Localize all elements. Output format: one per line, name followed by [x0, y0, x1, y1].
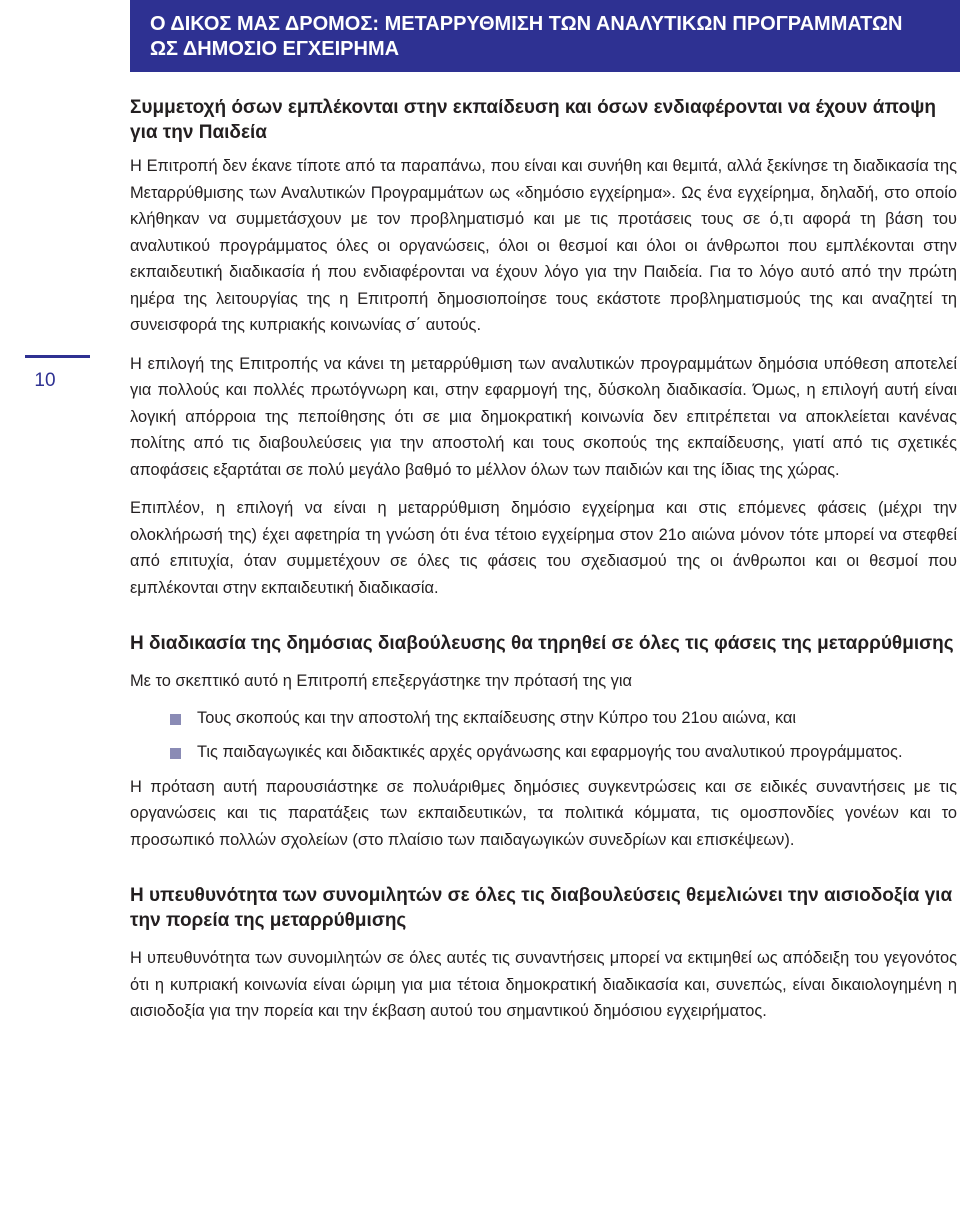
square-bullet-icon — [170, 748, 181, 759]
page-number: 10 — [34, 370, 56, 391]
chapter-title-line2: ΩΣ ΔΗΜΟΣΙΟ ΕΓΧΕΙΡΗΜΑ — [150, 38, 400, 60]
section-public-consultation — [130, 631, 957, 853]
paragraph: Με το σκεπτικό αυτό η Επιτροπή επεξεργάστηκε την πρότασή της για — [130, 672, 632, 690]
section-heading: Η διαδικασία της δημόσιας διαβούλευσης θα τηρηθεί σε όλες τις φάσεις της μεταρρύθμισης — [130, 633, 954, 654]
chapter-title-line1: Ο ΔΙΚΟΣ ΜΑΣ ΔΡΟΜΟΣ: ΜΕΤΑΡΡΥΘΜΙΣΗ ΤΩΝ ΑΝΑΛΥΤΙΚΩΝ ΠΡΟΓΡΑΜΜΑΤΩΝ — [150, 13, 903, 35]
page-number-rule — [25, 355, 90, 358]
list-item-text: Τους σκοπούς και την αποστολή της εκπαίδευσης στην Κύπρο του 21ου αιώνα, και — [197, 708, 797, 727]
section-responsibility — [130, 883, 957, 1025]
document-body — [130, 95, 957, 1025]
page-number-marker — [0, 355, 90, 392]
chapter-banner — [130, 0, 960, 72]
section-participation — [130, 95, 957, 601]
list-item-text: Τις παιδαγωγικές και διδακτικές αρχές οργάνωσης και εφαρμογής του αναλυτικού προγράμματος. — [197, 743, 903, 761]
section-heading: Συμμετοχή όσων εμπλέκονται στην εκπαίδευση και όσων ενδιαφέρονται να έχουν άποψη για την Παιδεία — [130, 97, 936, 143]
section-heading: Η υπευθυνότητα των συνομιλητών σε όλες τις διαβουλεύσεις θεμελιώνει την αισιοδοξία για την πορεία της μεταρρύθμισης — [130, 885, 953, 931]
list-item — [130, 739, 957, 766]
list-item — [130, 705, 957, 732]
square-bullet-icon — [170, 714, 181, 725]
paragraph: Η επιλογή της Επιτροπής να κάνει τη μεταρρύθμιση των αναλυτικών προγραμμάτων δημόσια υπόθεση αποτελεί για πολλούς και πολλές πρωτόγνωρη και, στην εφαρμογή της, δύσκολη διαδικασία. Όμως, η επιλογή αυτή είναι λογική απόρροια της πεποίθησης ότι σε μια δημοκρατική κοινωνία δεν επιτρέπεται να αποκλείεται κανένας πολίτης από τις διαβουλεύσεις για την αποστολή και τους σκοπούς της εκπαίδευσης, γιατί από τις σχετικές αποφάσεις εξαρτάται σε πολύ μεγάλο βαθμό το μέλλον όλων των παιδιών και της ίδιας της χώρας. — [130, 354, 957, 479]
paragraph: Η υπευθυνότητα των συνομιλητών σε όλες αυτές τις συναντήσεις μπορεί να εκτιμηθεί ως απόδειξη του γεγονότος ότι η κυπριακή κοινωνία είναι ώριμη για μια τέτοια δημοκρατική διαδικασία και, συνεπώς, είναι δικαιολογημένη η αισιοδοξία για την πορεία και την έκβαση αυτού του σημαντικού δημόσιου εγχειρήματος. — [130, 949, 957, 1020]
paragraph: Επιπλέον, η επιλογή να είναι η μεταρρύθμιση δημόσιο εγχείρημα και στις επόμενες φάσεις (μέχρι την ολοκλήρωσή της) έχει αφετηρία τη γνώση ότι ένα τέτοιο εγχείρημα στον 21ο αιώνα μόνον τότε μπορεί να στεφθεί από επιτυχία, όταν συμμετέχουν σε όλες τις φάσεις του σχεδιασμού της οι άνθρωποι και οι θεσμοί που εμπλέκονται στην εκπαιδευτική διαδικασία. — [130, 499, 957, 597]
paragraph: Η πρόταση αυτή παρουσιάστηκε σε πολυάριθμες δημόσιες συγκεντρώσεις και σε ειδικές συναντήσεις με τις οργανώσεις και τις παρατάξεις των εκπαιδευτικών, τα πολιτικά κόμματα, τις ομοσπονδίες γονέων και το προσωπικό πολλών σχολείων (στο πλαίσιο των παιδαγωγικών συνεδρίων και επισκέψεων). — [130, 777, 957, 849]
bullet-list — [130, 705, 957, 766]
paragraph: Η Επιτροπή δεν έκανε τίποτε από τα παραπάνω, που είναι και συνήθη και θεμιτά, αλλά ξεκίνησε τη διαδικασία της Μεταρρύθμισης των Αναλυτικών Προγραμμάτων ως «δημόσιο εγχείρημα». Ως ένα εγχείρημα, δηλαδή, στο οποίο κλήθηκαν να συμμετάσχουν με τον προβληματισμό και με τις προτάσεις τους σε ό,τι αφορά τη βάση του αναλυτικού προγράμματος όλες οι οργανώσεις, όλοι οι θεσμοί και όλοι οι άνθρωποι που εμπλέκονται στην εκπαιδευτική διαδικασία ή που ενδιαφέρονται να έχουν λόγο για την Παιδεία. Για το λόγο αυτό από την πρώτη ημέρα της λειτουργίας της η Επιτροπή δημοσιοποίησε τους εκάστοτε προβληματισμούς της και αναζητεί τη συνεισφορά της κυπριακής κοινωνίας σ΄ αυτούς. — [130, 157, 957, 334]
